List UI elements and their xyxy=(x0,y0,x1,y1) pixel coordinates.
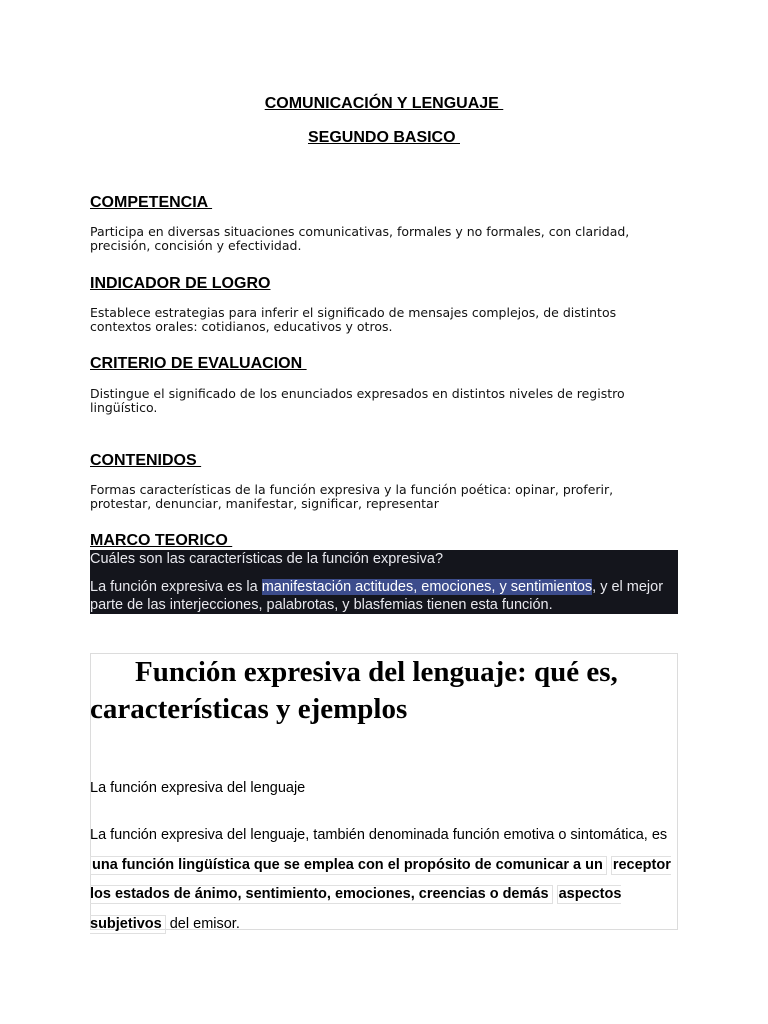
article-body xyxy=(90,821,678,939)
document-title: COMUNICACIÓN Y LENGUAJE xyxy=(264,95,504,112)
indicador-heading: INDICADOR DE LOGRO xyxy=(90,275,271,292)
article-body-start: La función expresiva del lenguaje, también denominada función emotiva o sintomática, es xyxy=(90,827,668,843)
competencia-text: Participa en diversas situaciones comunicativas, formales y no formales, con claridad, precisión, concisión y efectividad. xyxy=(90,224,630,253)
quote-answer-end: , y el mejor parte de las interjecciones, palabrotas, y blasfemias tienen esta función. xyxy=(90,579,664,613)
article-body-end: del emisor. xyxy=(165,915,240,932)
article-title: Función expresiva del lenguaje: qué es, características y ejemplos xyxy=(90,656,618,725)
quote-block xyxy=(90,550,678,614)
criterio-text: Distingue el significado de los enunciados expresados en distintos niveles de registro lingüístico. xyxy=(90,386,625,415)
document-subtitle: SEGUNDO BASICO xyxy=(307,129,460,146)
quote-question: Cuáles son las características de la función expresiva? xyxy=(90,551,444,567)
criterio-heading: CRITERIO DE EVALUACION xyxy=(90,355,307,372)
bold-fragment-2: receptor los estados de ánimo, sentimiento, emociones, creencias o demás xyxy=(90,856,671,902)
indicador-text: Establece estrategias para inferir el significado de mensajes complejos, de distintos contextos orales: cotidianos, educativos y otros. xyxy=(90,305,617,334)
quote-answer-start: La función expresiva es la xyxy=(90,579,262,595)
quote-answer xyxy=(90,578,675,614)
bold-fragment-1: una función lingüística que se emplea con el propósito de comunicar a un xyxy=(90,856,607,875)
bold-fragment-3: aspectos subjetivos xyxy=(90,886,622,932)
contenidos-text: Formas características de la función expresiva y la función poética: opinar, proferir, protestar, denunciar, manifestar, significar, representar xyxy=(90,482,614,511)
contenidos-heading: CONTENIDOS xyxy=(90,452,202,469)
marco-teorico-heading: MARCO TEORICO xyxy=(90,532,233,549)
article-subheading: La función expresiva del lenguaje xyxy=(90,780,306,796)
highlighted-text: manifestación actitudes, emociones, y sentimientos xyxy=(261,579,593,595)
competencia-heading: COMPETENCIA xyxy=(90,194,213,211)
